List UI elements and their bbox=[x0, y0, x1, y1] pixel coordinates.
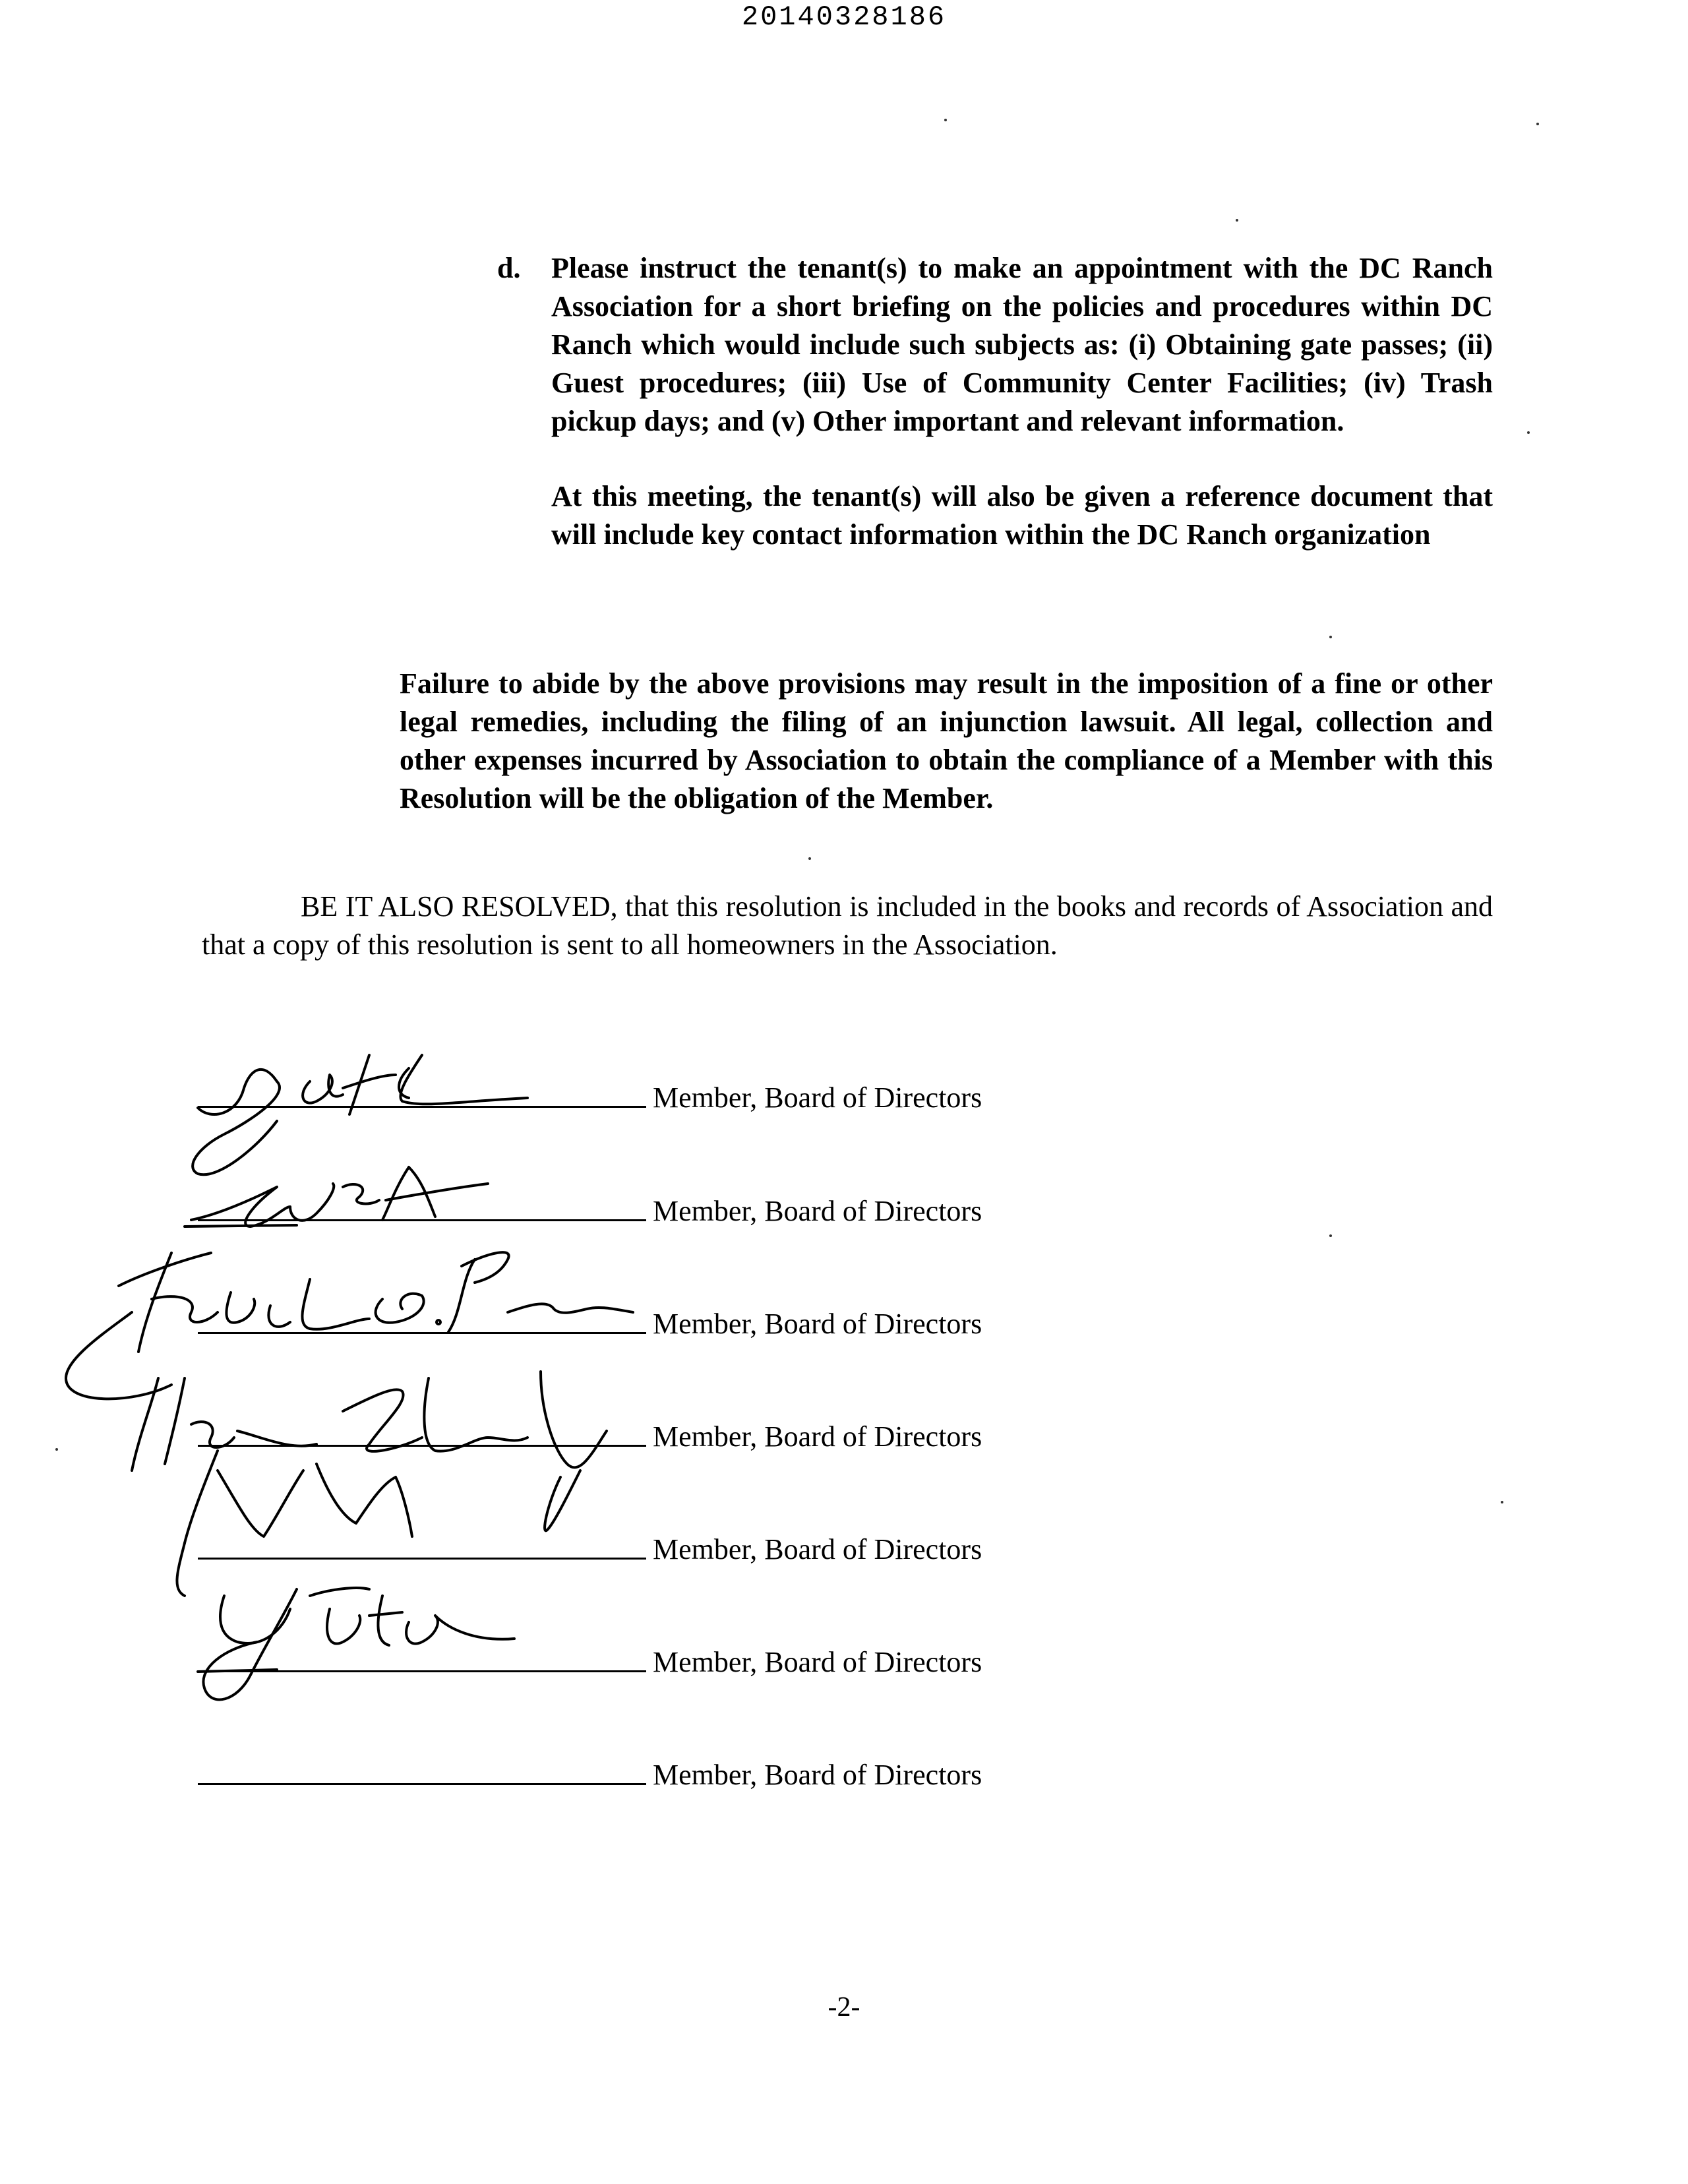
scan-speck bbox=[1536, 123, 1539, 125]
signature-line bbox=[198, 1332, 646, 1334]
signature-line bbox=[198, 1445, 646, 1447]
resolved-paragraph: BE IT ALSO RESOLVED, that this resolution is included in the books and records of Association and that a copy of this resolution is sent to all homeowners in the Association. bbox=[202, 890, 1493, 961]
signature-row-7 bbox=[198, 1745, 1121, 1792]
scan-speck bbox=[1501, 1501, 1503, 1503]
signature-title: Member, Board of Directors bbox=[653, 1759, 982, 1791]
signature-line bbox=[198, 1558, 646, 1560]
signature-line bbox=[198, 1106, 646, 1108]
item-d bbox=[497, 249, 1493, 554]
scan-speck bbox=[1329, 1234, 1332, 1237]
signature-line bbox=[198, 1670, 646, 1672]
signature-line bbox=[198, 1783, 646, 1785]
scan-speck bbox=[1329, 636, 1332, 638]
signature-row-3 bbox=[198, 1294, 1121, 1341]
signature-title: Member, Board of Directors bbox=[653, 1420, 982, 1453]
signature-title: Member, Board of Directors bbox=[653, 1646, 982, 1678]
signature-row-4 bbox=[198, 1407, 1121, 1453]
signature-title: Member, Board of Directors bbox=[653, 1533, 982, 1565]
item-d-paragraph-1: Please instruct the tenant(s) to make an appointment with the DC Ranch Association for a short briefing on the policies and procedures within DC Ranch which would include such subjects as: (i) Obtaining gate passes; (ii) Guest procedures; (iii) Use of Community Center Facilities; (iv) Trash pickup days; and (v) Other important and relevant information. bbox=[551, 252, 1493, 437]
item-d-marker: d. bbox=[497, 252, 521, 284]
scan-speck bbox=[55, 1448, 58, 1451]
signature-line bbox=[198, 1219, 646, 1221]
scan-speck bbox=[1236, 219, 1238, 222]
scan-speck bbox=[944, 119, 947, 121]
scan-speck bbox=[1527, 431, 1530, 434]
signature-row-2 bbox=[198, 1182, 1121, 1228]
scan-speck bbox=[808, 857, 811, 860]
page-number: -2- bbox=[828, 1992, 860, 2022]
signature-title: Member, Board of Directors bbox=[653, 1308, 982, 1340]
item-d-paragraph-2: At this meeting, the tenant(s) will also be given a reference document that will include key contact information within the DC Ranch organization bbox=[551, 480, 1493, 551]
signature-row-6 bbox=[198, 1633, 1121, 1679]
signature-title: Member, Board of Directors bbox=[653, 1195, 982, 1227]
signature-title: Member, Board of Directors bbox=[653, 1081, 982, 1114]
signature-row-1 bbox=[198, 1068, 1121, 1114]
recording-number: 20140328186 bbox=[741, 1, 947, 33]
signature-row-5 bbox=[198, 1520, 1121, 1566]
failure-paragraph: Failure to abide by the above provisions may result in the imposition of a fine or other legal remedies, including the filing of an injunction lawsuit. All legal, collection and other expenses incurred by Association to obtain the compliance of a Member with this Resolution will be the obligation of the Member. bbox=[400, 667, 1493, 814]
